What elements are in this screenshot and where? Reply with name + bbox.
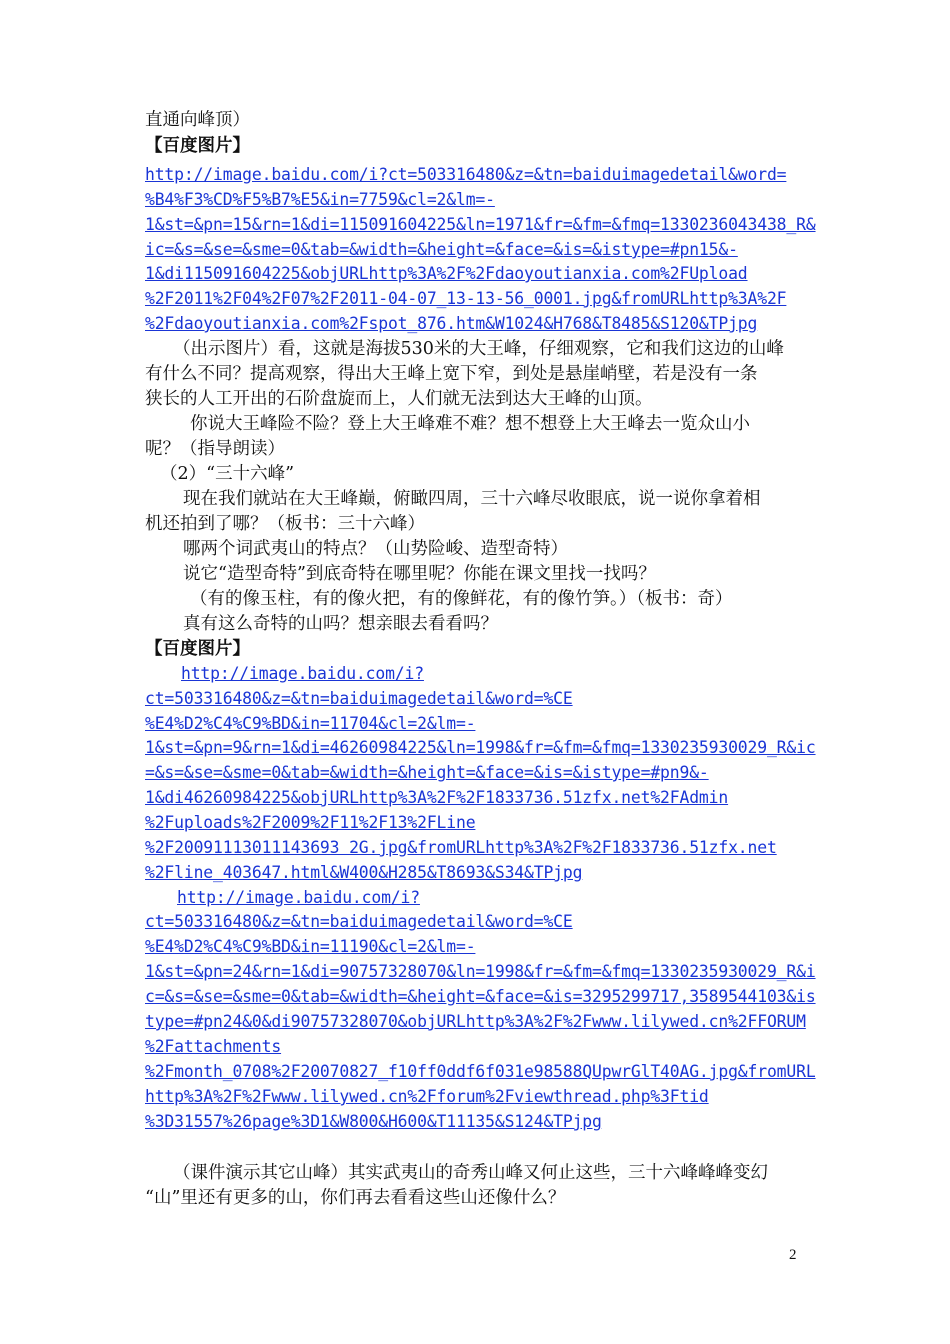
hyperlink-line[interactable]: ct=503316480&z=&tn=baiduimagedetail&word=%CE	[145, 689, 573, 708]
hyperlink-line[interactable]: ic=&s=&se=&sme=0&tab=&width=&height=&face=&is=&istype=#pn15&-	[145, 240, 738, 259]
text-line: 狭长的人工开出的石阶盘旋而上，人们就无法到达大王峰的山顶。	[145, 389, 653, 409]
hyperlink-line[interactable]: %2Fline_403647.html&W400&H285&T8693&S34&TPjpg	[145, 863, 583, 882]
hyperlink-line[interactable]: %B4%F3%CD%F5%B7%E5&in=7759&cl=2&lm=-	[145, 190, 495, 209]
hyperlink-line[interactable]: 1&di115091604225&objURLhttp%3A%2F%2Fdaoyoutianxia.com%2FUpload	[145, 264, 748, 283]
hyperlink-line[interactable]: =&s=&se=&sme=0&tab=&width=&height=&face=&is=&istype=#pn9&-	[145, 763, 709, 782]
hyperlink-line[interactable]: %2Fdaoyoutianxia.com%2Fspot_876.htm&W1024&H768&T8485&S120&TPjpg	[145, 314, 758, 333]
page-number: 2	[789, 1247, 797, 1263]
hyperlink-line[interactable]: %2F2011%2F04%2F07%2F2011-04-07_13-13-56_0001.jpg&fromURLhttp%3A%2F	[145, 289, 787, 308]
hyperlink-line[interactable]: %3D31557%26page%3D1&W800&H600&T11135&S124&TPjpg	[145, 1112, 602, 1131]
text-line: 直通向峰顶）	[145, 110, 250, 130]
text-line: 呢？（指导朗读）	[145, 439, 285, 459]
hyperlink-line[interactable]: http://image.baidu.com/i?	[177, 888, 420, 907]
text-line: （课件演示其它山峰）其实武夷山的奇秀山峰又何止这些，三十六峰峰峰变幻	[173, 1163, 768, 1183]
hyperlink-line[interactable]: %E4%D2%C4%C9%BD&in=11704&cl=2&lm=-	[145, 714, 476, 733]
text-line: （有的像玉柱，有的像火把，有的像鲜花，有的像竹笋。）（板书：奇）	[190, 589, 733, 609]
hyperlink-line[interactable]: http%3A%2F%2Fwww.lilywed.cn%2Fforum%2Fviewthread.php%3Ftid	[145, 1087, 709, 1106]
text-line: “山”里还有更多的山，你们再去看看这些山还像什么？	[145, 1188, 566, 1208]
hyperlink-line[interactable]: 1&st=&pn=24&rn=1&di=90757328070&ln=1998&fr=&fm=&fmq=1330235930029_R&i	[145, 962, 816, 981]
hyperlink-line[interactable]: http://image.baidu.com/i?ct=503316480&z=&tn=baiduimagedetail&word=	[145, 165, 787, 184]
section-heading: 【百度图片】	[145, 639, 250, 659]
hyperlink-line[interactable]: %2F20091113011143693 2G.jpg&fromURLhttp%3A%2F%2F1833736.51zfx.net	[145, 838, 777, 857]
text-line: 你说大王峰险不险？登上大王峰难不难？想不想登上大王峰去一览众山小	[190, 414, 750, 434]
hyperlink-line[interactable]: %E4%D2%C4%C9%BD&in=11190&cl=2&lm=-	[145, 937, 476, 956]
hyperlink-line[interactable]: 1&st=&pn=9&rn=1&di=46260984225&ln=1998&fr=&fm=&fmq=1330235930029_R&ic	[145, 738, 816, 757]
text-line: 哪两个词武夷山的特点？（山势险峻、造型奇特）	[183, 539, 568, 559]
hyperlink-line[interactable]: http://image.baidu.com/i?	[181, 664, 424, 683]
text-line: （出示图片）看，这就是海拔530米的大王峰，仔细观察，它和我们这边的山峰	[173, 339, 784, 359]
hyperlink-line[interactable]: c=&s=&se=&sme=0&tab=&width=&height=&face=&is=3295299717,3589544103&is	[145, 987, 816, 1006]
text-line: 真有这么奇特的山吗？想亲眼去看看吗？	[183, 614, 498, 634]
text-line: 说它“造型奇特”到底奇特在哪里呢？你能在课文里找一找吗？	[183, 564, 656, 584]
hyperlink-line[interactable]: ct=503316480&z=&tn=baiduimagedetail&word=%CE	[145, 912, 573, 931]
text-line: 现在我们就站在大王峰巅，俯瞰四周，三十六峰尽收眼底，说一说你拿着相	[183, 489, 761, 509]
hyperlink-line[interactable]: %2Fmonth_0708%2F20070827_f10ff0ddf6f031e98588QUpwrGlT40AG.jpg&fromURL	[145, 1062, 816, 1081]
hyperlink-line[interactable]: %2Fattachments	[145, 1037, 282, 1056]
hyperlink-line[interactable]: 1&st=&pn=15&rn=1&di=115091604225&ln=1971&fr=&fm=&fmq=1330236043438_R&	[145, 215, 816, 234]
hyperlink-line[interactable]: type=#pn24&0&di90757328070&objURLhttp%3A%2F%2Fwww.lilywed.cn%2FFORUM	[145, 1012, 806, 1031]
hyperlink-line[interactable]: 1&di46260984225&objURLhttp%3A%2F%2F1833736.51zfx.net%2FAdmin	[145, 788, 729, 807]
text-line: 有什么不同？提高观察，得出大王峰上宽下窄，到处是悬崖峭壁，若是没有一条	[145, 364, 758, 384]
section-heading: 【百度图片】	[145, 136, 250, 156]
text-line: 机还拍到了哪？（板书：三十六峰）	[145, 514, 425, 534]
text-line: （2）“三十六峰”	[160, 464, 295, 484]
hyperlink-line[interactable]: %2Fuploads%2F2009%2F11%2F13%2FLine	[145, 813, 476, 832]
